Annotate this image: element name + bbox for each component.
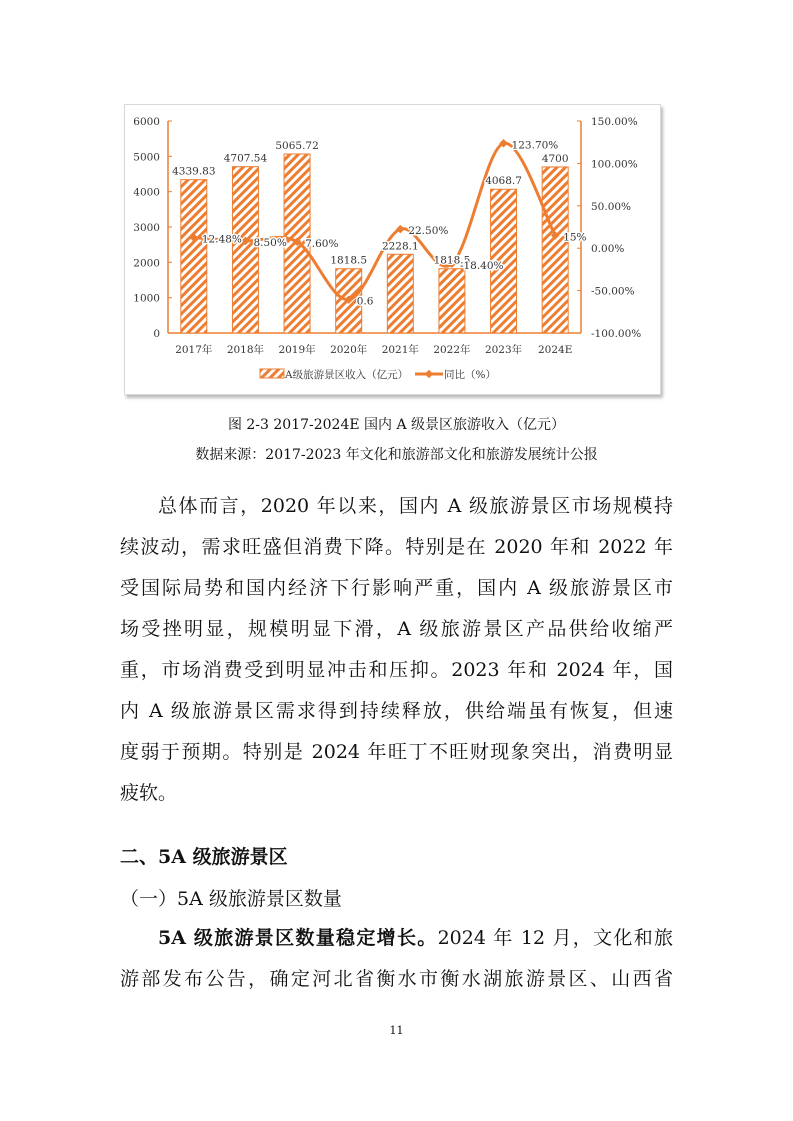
yoy-label: 7.60%	[305, 237, 339, 250]
bar-label: 1818.5	[330, 254, 368, 267]
legend-line-label: 同比（%）	[444, 369, 496, 381]
yoy-label: 15%	[563, 231, 587, 244]
figure-source: 数据来源：2017-2023 年文化和旅游部文化和旅游发展统计公报	[195, 447, 598, 463]
legend-bar-swatch	[260, 369, 284, 378]
body-paragraph-2	[120, 918, 673, 1000]
x-tick-label: 2020年	[330, 344, 368, 356]
right-tick-label: 150.00%	[591, 116, 638, 128]
yoy-label: 22.50%	[408, 225, 449, 238]
text-line: 重，市场消费受到明显冲击和压抑。2023 年和 2024 年，国	[120, 659, 673, 681]
legend-line-marker	[425, 370, 433, 378]
yoy-label: -18.40%	[459, 259, 504, 272]
x-tick-label: 2017年	[175, 344, 213, 356]
bar-label: 1818.5	[433, 254, 471, 267]
bar-label: 4068.7	[485, 175, 522, 188]
text-line: 场受挫明显，规模明显下滑，A 级旅游景区产品供给收缩严	[120, 618, 673, 640]
bar	[181, 180, 207, 333]
left-tick-label: 4000	[133, 186, 160, 199]
bar-label: 4707.54	[223, 152, 268, 165]
bar	[387, 254, 413, 333]
bar-label: 5065.72	[275, 140, 319, 153]
bold-lead: 5A 级旅游景区数量稳定增长。	[158, 927, 438, 949]
text-line: 内 A 级旅游景区需求得到持续释放，供给端虽有恢复，但速	[120, 700, 673, 722]
x-tick-label: 2024E	[537, 344, 573, 356]
section-heading: 二、5A 级旅游景区	[120, 846, 288, 868]
left-tick-label: 0	[153, 328, 160, 340]
text-line	[120, 918, 673, 959]
chart-container	[124, 104, 661, 395]
text-line: 受国际局势和国内经济下行影响严重，国内 A 级旅游景区市	[120, 577, 673, 599]
left-tick-label: 6000	[133, 116, 160, 128]
right-tick-label: 50.00%	[591, 200, 632, 213]
text-line: 续波动，需求旺盛但消费下降。特别是在 2020 年和 2022 年	[120, 536, 673, 558]
text-line: 度弱于预期。特别是 2024 年旺丁不旺财现象突出，消费明显	[120, 741, 673, 763]
text-line: 总体而言，2020 年以来，国内 A 级旅游景区市场规模持	[158, 495, 673, 517]
x-tick-label: 2018年	[226, 344, 265, 356]
bar	[542, 167, 568, 333]
right-tick-label: 0.00%	[591, 243, 625, 256]
yoy-label: 0.6	[356, 295, 374, 308]
page-number: 11	[389, 1024, 404, 1037]
bar	[439, 269, 465, 333]
bar-label: 2228.1	[381, 240, 419, 253]
right-tick-label: -100.00%	[591, 328, 642, 340]
text-line: 游部发布公告，确定河北省衡水市衡水湖旅游景区、山西省	[120, 968, 673, 990]
x-tick-label: 2022年	[433, 344, 471, 356]
left-tick-label: 2000	[133, 257, 160, 270]
legend-bar-label: A级旅游景区收入（亿元）	[285, 369, 409, 381]
text-run: 2024 年 12 月，文化和旅	[437, 927, 673, 949]
figure-caption: 图 2-3 2017-2024E 国内 A 级景区旅游收入（亿元）	[227, 417, 566, 433]
right-tick-label: 100.00%	[591, 158, 638, 171]
right-tick-label: -50.00%	[591, 285, 635, 298]
bar-label: 4700	[541, 152, 569, 165]
left-tick-label: 1000	[133, 292, 160, 305]
x-tick-label: 2021年	[381, 344, 419, 356]
bar-label: 4339.83	[172, 165, 216, 178]
bar	[232, 167, 258, 333]
yoy-label: 8.50%	[253, 236, 287, 249]
yoy-label: 123.70%	[511, 139, 559, 152]
body-paragraph	[120, 486, 673, 814]
left-tick-label: 5000	[133, 151, 160, 164]
x-tick-label: 2023年	[484, 344, 523, 356]
left-tick-label: 3000	[133, 222, 160, 234]
yoy-label: 12.48%	[201, 233, 242, 246]
subsection-heading: （一）5A 级旅游景区数量	[120, 888, 342, 910]
x-tick-label: 2019年	[278, 344, 316, 356]
combo-chart	[125, 105, 660, 394]
text-line: 疲软。	[120, 782, 178, 804]
